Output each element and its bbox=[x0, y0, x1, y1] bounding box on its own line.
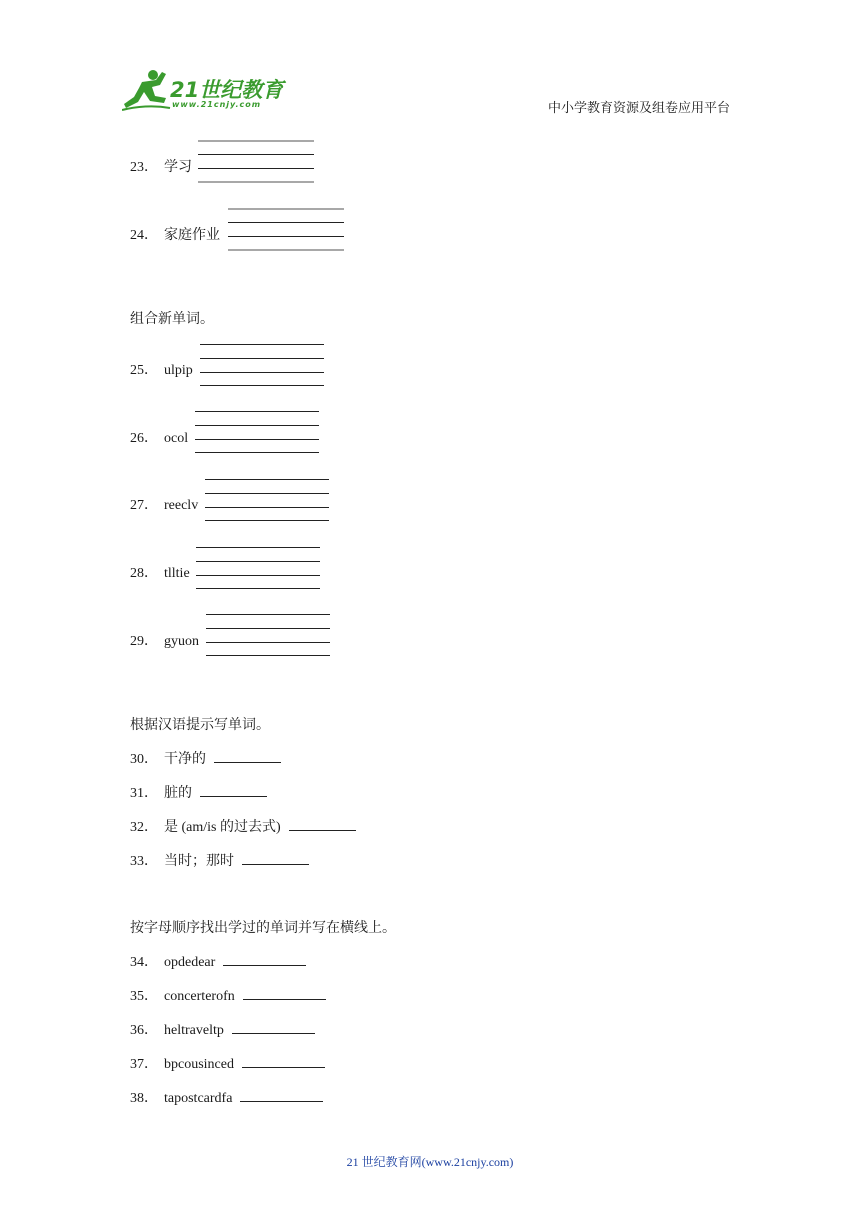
question-text: 家庭作业 bbox=[164, 228, 220, 243]
question-24 bbox=[130, 224, 220, 244]
question-26 bbox=[130, 427, 188, 447]
answer-blank[interactable] bbox=[223, 964, 306, 966]
question-number: 25． bbox=[130, 363, 158, 378]
question-38 bbox=[130, 1087, 323, 1107]
question-37 bbox=[130, 1053, 325, 1073]
answer-blank[interactable] bbox=[200, 795, 267, 797]
question-text: 干净的 bbox=[164, 752, 206, 767]
question-number: 36． bbox=[130, 1023, 158, 1038]
question-number: 34． bbox=[130, 955, 158, 970]
question-23 bbox=[130, 156, 192, 176]
question-25 bbox=[130, 359, 193, 379]
question-number: 31． bbox=[130, 786, 158, 801]
page-footer[interactable]: 21 世纪教育网(www.21cnjy.com) bbox=[346, 1155, 514, 1169]
answer-box-26[interactable] bbox=[195, 411, 319, 455]
answer-blank[interactable] bbox=[242, 1066, 325, 1068]
question-text: 是 (am/is 的过去式) bbox=[164, 820, 281, 835]
question-text: bpcousinced bbox=[164, 1057, 234, 1072]
answer-blank[interactable] bbox=[214, 761, 281, 763]
question-number: 33． bbox=[130, 854, 158, 869]
answer-blank[interactable] bbox=[289, 829, 356, 831]
question-27 bbox=[130, 494, 198, 514]
site-logo bbox=[122, 68, 292, 116]
question-36 bbox=[130, 1019, 315, 1039]
question-text: opdedear bbox=[164, 955, 216, 970]
question-text: 学习 bbox=[164, 160, 192, 175]
question-text: tapostcardfa bbox=[164, 1091, 233, 1106]
question-28 bbox=[130, 562, 190, 582]
question-text: 当时；那时 bbox=[164, 854, 234, 869]
question-35 bbox=[130, 985, 326, 1005]
question-text: 脏的 bbox=[164, 786, 192, 801]
question-33 bbox=[130, 850, 309, 870]
answer-blank[interactable] bbox=[232, 1032, 315, 1034]
answer-blank[interactable] bbox=[242, 863, 309, 865]
question-number: 32． bbox=[130, 820, 158, 835]
question-number: 35． bbox=[130, 989, 158, 1004]
question-31 bbox=[130, 782, 267, 802]
runner-logo-icon bbox=[122, 68, 172, 114]
logo-text: 21世纪教育 bbox=[170, 78, 284, 102]
answer-box-23[interactable] bbox=[198, 140, 314, 184]
question-29 bbox=[130, 630, 199, 650]
answer-box-28[interactable] bbox=[196, 547, 320, 591]
question-text: gyuon bbox=[164, 634, 199, 649]
question-number: 37． bbox=[130, 1057, 158, 1072]
question-number: 30． bbox=[130, 752, 158, 767]
header-platform-name: 中小学教育资源及组卷应用平台 bbox=[548, 100, 731, 115]
question-34 bbox=[130, 951, 306, 971]
question-text: tlltie bbox=[164, 566, 190, 581]
question-text: reeclv bbox=[164, 498, 199, 513]
question-text: ocol bbox=[164, 431, 189, 446]
question-text: heltraveltp bbox=[164, 1023, 224, 1038]
answer-blank[interactable] bbox=[240, 1100, 323, 1102]
question-number: 24． bbox=[130, 228, 158, 243]
answer-blank[interactable] bbox=[243, 998, 326, 1000]
question-text: ulpip bbox=[164, 363, 193, 378]
answer-box-27[interactable] bbox=[205, 479, 329, 523]
question-text: concerterofn bbox=[164, 989, 235, 1004]
question-number: 38． bbox=[130, 1091, 158, 1106]
answer-box-29[interactable] bbox=[206, 614, 330, 658]
question-number: 23． bbox=[130, 160, 158, 175]
answer-box-24[interactable] bbox=[228, 208, 344, 252]
question-number: 28． bbox=[130, 566, 158, 581]
question-30 bbox=[130, 748, 281, 768]
question-32 bbox=[130, 816, 356, 836]
section-title-alphabet-order: 按字母顺序找出学过的单词并写在横线上。 bbox=[130, 921, 396, 936]
question-number: 26． bbox=[130, 431, 158, 446]
section-title-combine-words: 组合新单词。 bbox=[130, 312, 214, 327]
section-title-chinese-hints: 根据汉语提示写单词。 bbox=[130, 718, 270, 733]
question-number: 29． bbox=[130, 634, 158, 649]
question-number: 27． bbox=[130, 498, 158, 513]
logo-url: www.21cnjy.com bbox=[172, 100, 262, 109]
answer-box-25[interactable] bbox=[200, 344, 324, 388]
